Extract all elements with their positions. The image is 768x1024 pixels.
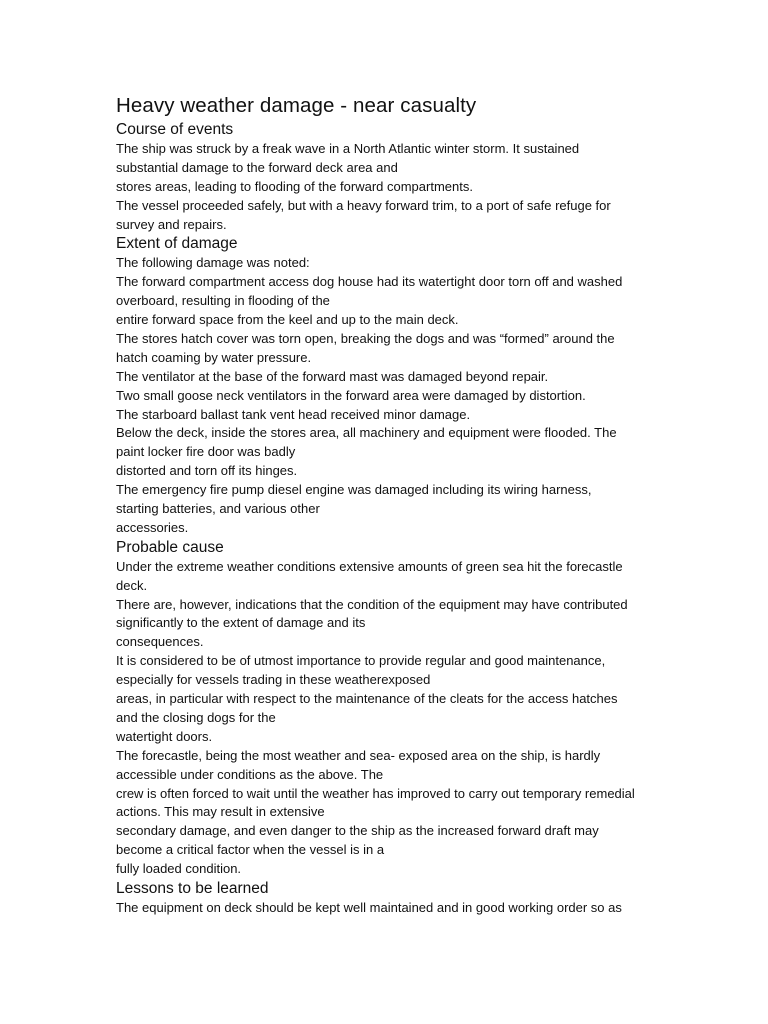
text-line: hatch coaming by water pressure.: [116, 349, 312, 365]
text-line: substantial damage to the forward deck area and: [116, 159, 398, 175]
text-line: fully loaded condition.: [116, 861, 242, 877]
section-probable-cause: [116, 538, 676, 879]
text-line: areas, in particular with respect to the maintenance of the cleats for the access hatches: [116, 691, 618, 707]
section-heading: Course of events: [116, 121, 234, 138]
text-line: overboard, resulting in flooding of the: [116, 293, 330, 309]
text-line: entire forward space from the keel and up to the main deck.: [116, 312, 459, 328]
text-line: The forecastle, being the most weather and sea- exposed area on the ship, is hardly: [116, 747, 601, 763]
section-extent-of-damage: [116, 234, 676, 537]
section-body: [116, 558, 676, 879]
text-line: survey and repairs.: [116, 216, 227, 232]
text-line: The forward compartment access dog house had its watertight door torn off and washed: [116, 274, 623, 290]
text-line: It is considered to be of utmost importance to provide regular and good maintenance,: [116, 653, 606, 669]
text-line: watertight doors.: [116, 728, 213, 744]
text-line: paint locker fire door was badly: [116, 444, 296, 460]
text-line: especially for vessels trading in these weatherexposed: [116, 672, 431, 688]
text-line: Two small goose neck ventilators in the forward area were damaged by distortion.: [116, 387, 586, 403]
text-line: starting batteries, and various other: [116, 501, 320, 517]
document-page: [116, 93, 676, 918]
text-line: consequences.: [116, 634, 204, 650]
text-line: secondary damage, and even danger to the ship as the increased forward draft may: [116, 823, 599, 839]
text-line: and the closing dogs for the: [116, 709, 276, 725]
section-heading: Lessons to be learned: [116, 879, 269, 897]
text-line: The ship was struck by a freak wave in a North Atlantic winter storm. It sustained: [116, 141, 580, 156]
document-title: Heavy weather damage - near casualty: [116, 94, 477, 117]
text-line: actions. This may result in extensive: [116, 804, 325, 820]
section-body: [116, 254, 676, 537]
section-course-of-events: [116, 120, 676, 234]
text-line: stores areas, leading to flooding of the forward compartments.: [116, 178, 473, 194]
text-line: deck.: [116, 577, 148, 593]
text-line: The vessel proceeded safely, but with a heavy forward trim, to a port of safe refuge for: [116, 197, 611, 213]
text-line: The following damage was noted:: [116, 255, 310, 271]
text-line: significantly to the extent of damage and its: [116, 615, 366, 631]
section-heading: Probable cause: [116, 538, 224, 556]
text-line: There are, however, indications that the condition of the equipment may have contributed: [116, 596, 628, 612]
text-line: distorted and torn off its hinges.: [116, 463, 298, 479]
text-line: The equipment on deck should be kept well maintained and in good working order so as: [116, 899, 622, 915]
text-line: become a critical factor when the vessel is in a: [116, 842, 385, 858]
section-heading: Extent of damage: [116, 235, 238, 253]
text-line: The starboard ballast tank vent head received minor damage.: [116, 406, 471, 422]
text-line: accessible under conditions as the above. The: [116, 766, 384, 782]
text-line: The stores hatch cover was torn open, breaking the dogs and was “formed” around the: [116, 331, 615, 347]
text-line: Under the extreme weather conditions extensive amounts of green sea hit the forecastle: [116, 558, 623, 574]
text-line: accessories.: [116, 519, 189, 535]
text-line: Below the deck, inside the stores area, all machinery and equipment were flooded. The: [116, 425, 617, 441]
section-body: [116, 140, 676, 234]
text-line: crew is often forced to wait until the weather has improved to carry out temporary remedial: [116, 785, 635, 801]
section-body: [116, 899, 676, 918]
text-line: The ventilator at the base of the forward mast was damaged beyond repair.: [116, 368, 549, 384]
text-line: The emergency fire pump diesel engine was damaged including its wiring harness,: [116, 482, 592, 498]
section-lessons-to-be-learned: [116, 879, 676, 918]
